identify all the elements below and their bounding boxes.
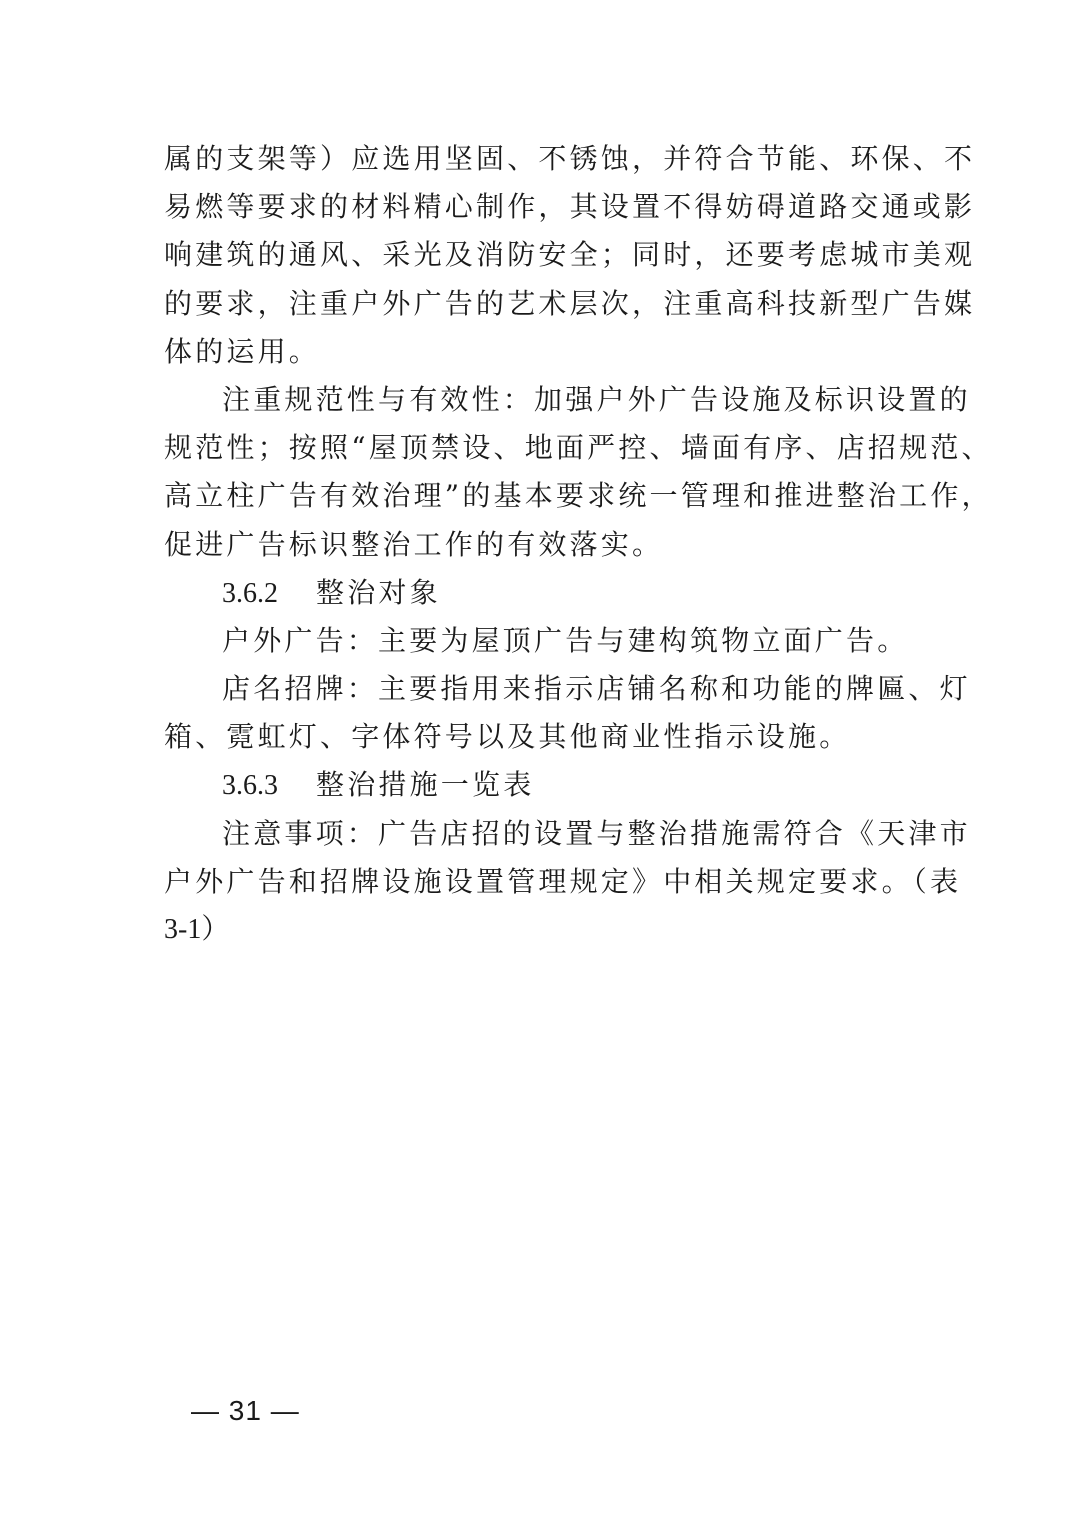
paragraph-line: 属的支架等）应选用坚固、不锈蚀，并符合节能、环保、不 [164,142,976,175]
section-heading-3-6-2 [164,569,924,617]
paragraph-line: 的要求，注重户外广告的艺术层次，注重高科技新型广告媒 [164,286,976,320]
page-number: — 31 — [191,1395,300,1426]
paragraph-line: 注重规范性与有效性：加强户外广告设施及标识设置的 [222,382,971,416]
paragraph-line: 注意事项：广告店招的设置与整治措施需符合《天津市 [222,816,971,850]
paragraph-line: 户外广告：主要为屋顶广告与建构筑物立面广告。 [222,623,909,657]
paragraph-line: 规范性；按照“屋顶禁设、地面严控、墙面有序、店招规范、 [164,431,993,465]
paragraph-line: 高立柱广告有效治理”的基本要求统一管理和推进整治工作， [164,479,993,513]
paragraph-line: 易燃等要求的材料精心制作，其设置不得妨碍道路交通或影 [164,190,976,224]
paragraph-line: 促进广告标识整治工作的有效落实。 [164,527,664,561]
section-heading-3-6-3 [164,761,924,809]
section-number: 3.6.3 [222,770,278,802]
paragraph-line: 店名招牌：主要指用来指示店铺名称和功能的牌匾、灯 [222,672,971,706]
section-number: 3.6.2 [222,577,278,609]
paragraph-line: 3-1） [164,914,230,945]
section-title: 整治措施一览表 [316,768,535,802]
paragraph-line: 体的运用。 [164,334,321,368]
paragraph-line: 响建筑的通风、采光及消防安全；同时，还要考虑城市美观 [164,238,976,272]
paragraph-line: 箱、霓虹灯、字体符号以及其他商业性指示设施。 [164,720,851,754]
body-text [164,135,993,954]
section-title: 整治对象 [316,575,441,609]
paragraph-line: 户外广告和招牌设施设置管理规定》中相关规定要求。（表 [164,864,962,898]
